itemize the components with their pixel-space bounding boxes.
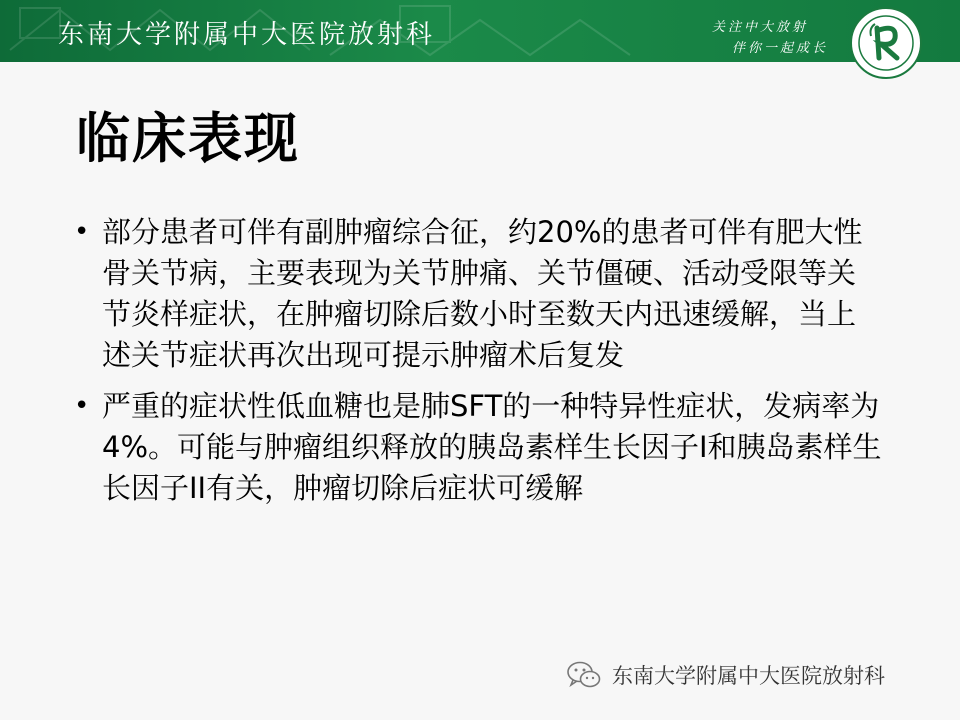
department-title: 东南大学附属中大医院放射科 (58, 20, 436, 50)
watermark-text: 东南大学附属中大医院放射科 (612, 664, 885, 688)
slogan-line-2: 伴你一起成长 (732, 41, 829, 56)
bullet-item (74, 212, 884, 376)
slide-title: 临床表现 (76, 107, 300, 170)
department-logo-icon (849, 6, 923, 80)
slogan-line-1: 关注中大放射 (712, 20, 809, 35)
bullet-list (74, 212, 884, 519)
bullet-marker: • (74, 217, 90, 247)
bullet-text: 严重的症状性低血糖也是肺SFT的一种特异性症状，发病率为4%。可能与肿瘤组织释放的胰岛素样生长因子I和胰岛素样生长因子II有关，肿瘤切除后症状可缓解 (102, 389, 882, 505)
bullet-text: 部分患者可伴有副肿瘤综合征，约20%的患者可伴有肥大性骨关节病，主要表现为关节肿痛、关节僵硬、活动受限等关节炎样症状，在肿瘤切除后数小时至数天内迅速缓解，当上述关节症状再次出现可提示肿瘤术后复发 (102, 215, 863, 372)
watermark (566, 660, 885, 690)
bullet-marker: • (74, 391, 90, 421)
bullet-item (74, 386, 884, 509)
header-banner (0, 0, 960, 62)
wechat-icon (566, 660, 602, 690)
